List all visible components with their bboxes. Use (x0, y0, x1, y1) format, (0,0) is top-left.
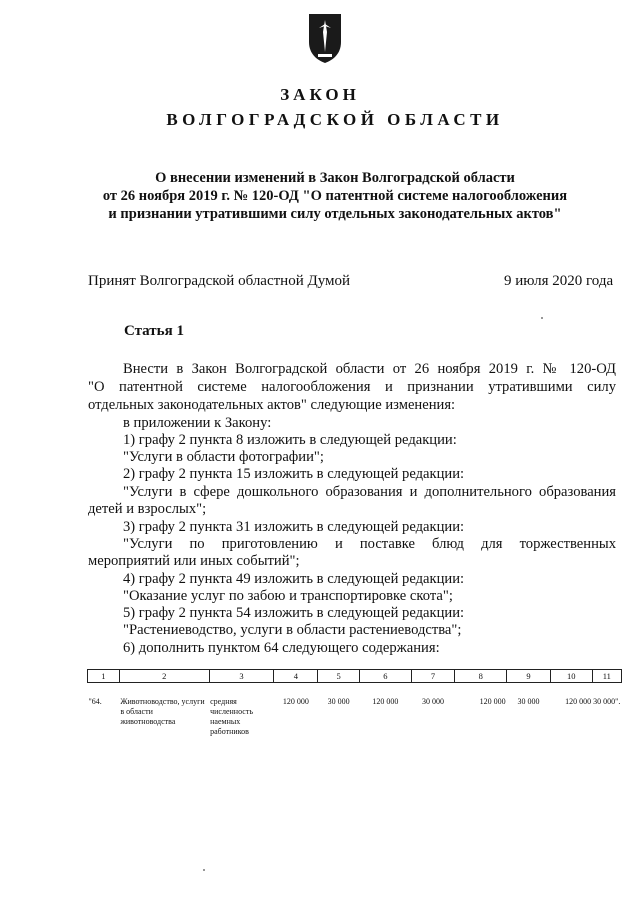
row-value: 120 000 (565, 697, 592, 706)
article-heading: Статья 1 (124, 323, 184, 339)
column-header: 1 (88, 670, 120, 683)
article-line: отдельных законодательных актов" следующие изменения: (88, 397, 456, 413)
article-line: детей и взрослых"; (88, 501, 207, 517)
column-header: 8 (455, 670, 507, 683)
subtitle-line: и признании утратившими силу отдельных законодательных актов" (108, 206, 562, 222)
row-value: 30 000 (422, 697, 445, 706)
row-value: 120 000 (282, 697, 309, 706)
row-value: 30 000". (593, 697, 621, 706)
article-line: 6) дополнить пунктом 64 следующего содержания: (123, 640, 440, 656)
column-header: 11 (592, 670, 621, 683)
article-line: "Оказание услуг по забою и транспортировке скота"; (123, 588, 453, 604)
article-line: "Услуги по приготовлению и поставке блюд для торжественных (123, 536, 616, 552)
article-line: 4) графу 2 пункта 49 изложить в следующей редакции: (123, 571, 465, 587)
article-line: "Растениеводство, услуги в области растениеводства"; (123, 622, 462, 638)
article-line: "Услуги в области фотографии"; (123, 449, 324, 465)
row-activity: Животноводство, услуги в области животноводства (120, 697, 205, 726)
article-line: мероприятий или иных событий"; (88, 553, 300, 569)
column-header: 7 (411, 670, 455, 683)
law-title: ЗАКОН (280, 85, 360, 104)
column-header: 6 (359, 670, 411, 683)
amendment-table (87, 669, 622, 737)
row-number: "64. (88, 697, 102, 706)
scan-speck (541, 317, 543, 319)
row-indicator: средняя численность наемных работников (210, 697, 253, 736)
column-header: 10 (550, 670, 592, 683)
adopted-by-text: Принят Волгоградской областной Думой (88, 273, 351, 289)
subtitle-line: О внесении изменений в Закон Волгоградской области (155, 170, 515, 186)
column-header: 5 (318, 670, 360, 683)
article-line: 1) графу 2 пункта 8 изложить в следующей редакции: (123, 432, 457, 448)
coat-of-arms-emblem-icon (305, 12, 345, 64)
adoption-date: 9 июля 2020 года (504, 273, 614, 289)
article-line: 3) графу 2 пункта 31 изложить в следующей редакции: (123, 519, 465, 535)
article-line: 2) графу 2 пункта 15 изложить в следующей редакции: (123, 466, 465, 482)
column-header: 2 (119, 670, 209, 683)
scan-speck (203, 869, 205, 871)
law-subtitle (60, 169, 610, 223)
column-header: 4 (274, 670, 318, 683)
row-value: 30 000 (517, 697, 540, 706)
table-row (88, 683, 622, 738)
article-line: в приложении к Закону: (123, 415, 272, 431)
row-value: 120 000 (479, 697, 506, 706)
row-value: 30 000 (327, 697, 350, 706)
subtitle-line: от 26 ноября 2019 г. № 120-ОД "О патентной системе налогообложения (102, 188, 568, 204)
law-region-title: ВОЛГОГРАДСКОЙ ОБЛАСТИ (166, 110, 504, 129)
column-header: 3 (209, 670, 274, 683)
article-line: Внести в Закон Волгоградской области от 26 ноября 2019 г. № 120-ОД (123, 361, 616, 377)
column-header: 9 (507, 670, 551, 683)
row-value: 120 000 (372, 697, 399, 706)
table-header-row (88, 670, 622, 683)
article-line: "Услуги в сфере дошкольного образования и дополнительного образования (123, 484, 616, 500)
article-line: "О патентной системе налогообложения и признании утратившими силу (88, 379, 616, 395)
article-line: 5) графу 2 пункта 54 изложить в следующей редакции: (123, 605, 465, 621)
